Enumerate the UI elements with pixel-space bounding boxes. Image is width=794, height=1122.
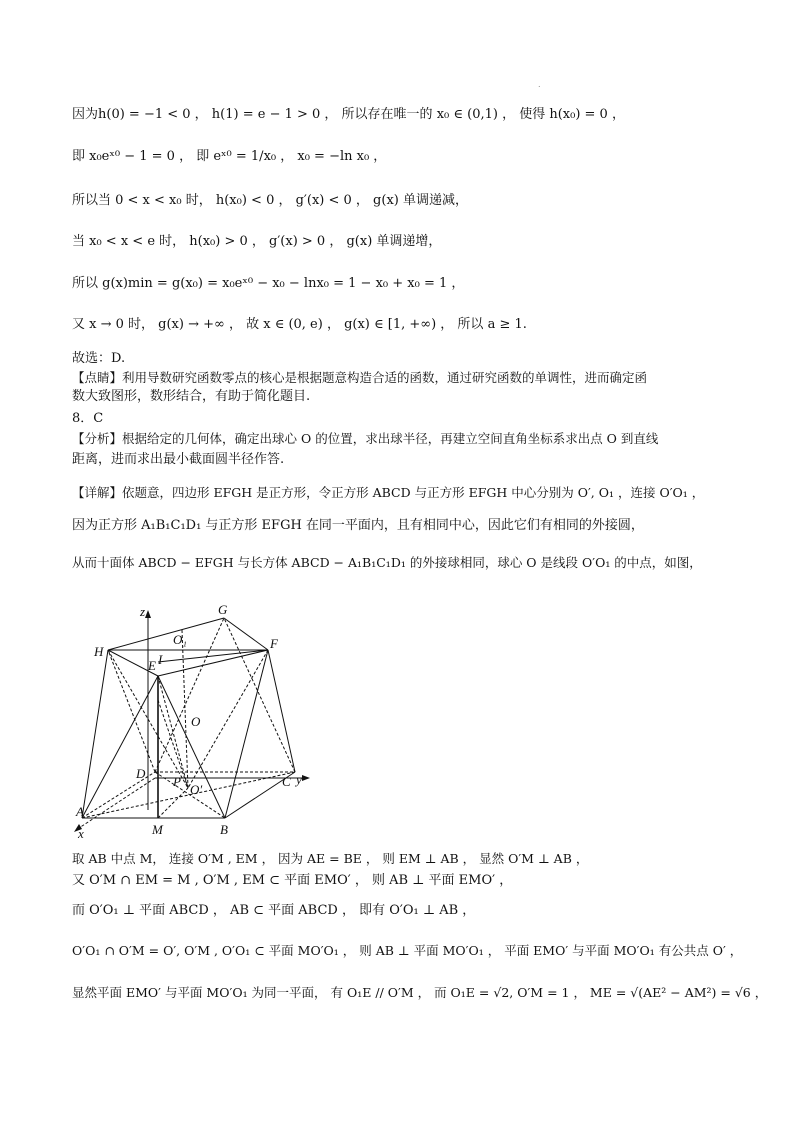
label-I: I: [158, 652, 163, 667]
label-D: D: [136, 766, 146, 781]
text-line-2: 即 x₀eˣ⁰ − 1 = 0 ， 即 eˣ⁰ = 1/x₀ ， x₀ = −ln x₀ ，: [72, 149, 387, 164]
label-C: C: [282, 774, 291, 789]
text-line-8: 【点睛】利用导数研究函数零点的核心是根据题意构造合适的函数，通过研究函数的单调性，进而确定函: [72, 370, 648, 385]
label-O1: O₁: [173, 632, 187, 647]
text-line-9: 数大致图形，数形结合，有助于简化题目.: [72, 389, 311, 404]
label-M: M: [152, 822, 163, 837]
text-line-11: 【分析】根据给定的几何体，确定出球心 O 的位置，求出球半径，再建立空间直角坐标系求出点 O 到直线: [72, 431, 659, 446]
label-O-prime: O′: [190, 782, 203, 797]
text-line-13: 【详解】依题意，四边形 EFGH 是正方形，令正方形 ABCD 与正方形 EFGH 中心分别为 O′, O₁ ，连接 O′O₁ ，: [72, 485, 705, 500]
label-F: F: [270, 636, 278, 651]
label-B: B: [220, 822, 228, 837]
text-line-19: O′O₁ ∩ O′M = O′, O′M , O′O₁ ⊂ 平面 MO′O₁ ， 则 AB ⊥ 平面 MO′O₁ ， 平面 EMO′ 与平面 MO′O₁ 有公共点 O′ ，: [72, 943, 743, 958]
label-z: z: [140, 604, 146, 619]
text-line-4: 当 x₀ < x < e 时， h(x₀) > 0 ， g′(x) > 0 ， g(x) 单调递增，: [72, 234, 442, 249]
text-line-14: 因为正方形 A₁B₁C₁D₁ 与正方形 EFGH 在同一平面内，且有相同中心，因此它们有相同的外接圆，: [72, 518, 644, 533]
label-G: G: [218, 602, 228, 617]
text-line-15: 从而十面体 ABCD − EFGH 与长方体 ABCD − A₁B₁C₁D₁ 的外接球相同，球心 O 是线段 O′O₁ 的中点，如图，: [72, 555, 702, 570]
text-line-5: 所以 g(x)min = g(x₀) = x₀eˣ⁰ − x₀ − lnx₀ = 1 − x₀ + x₀ = 1 ，: [72, 276, 465, 291]
text-line-18: 而 O′O₁ ⊥ 平面 ABCD ， AB ⊂ 平面 ABCD ， 即有 O′O₁ ⊥ AB ，: [72, 903, 476, 918]
label-P: P: [173, 774, 181, 789]
text-line-16: 取 AB 中点 M， 连接 O′M , EM ， 因为 AE = BE ， 则 EM ⊥ AB ， 显然 O′M ⊥ AB ，: [72, 851, 589, 866]
text-line-17: 又 O′M ∩ EM = M , O′M , EM ⊂ 平面 EMO′ ， 则 AB ⊥ 平面 EMO′ ，: [72, 873, 513, 888]
label-H: H: [94, 644, 104, 659]
text-line-7: 故选：D.: [72, 351, 126, 366]
label-O: O: [191, 714, 201, 729]
label-x: x: [78, 826, 84, 840]
label-E: E: [148, 658, 156, 673]
label-y: y: [296, 772, 302, 787]
text-line-10: 8．C: [72, 411, 104, 426]
text-line-20: 显然平面 EMO′ 与平面 MO′O₁ 为同一平面， 有 O₁E // O′M ， 而 O₁E = √2, O′M = 1 ， ME = √(AE² − AM²) = √6 ，: [72, 985, 768, 1000]
corner-mark: .: [538, 80, 541, 89]
text-line-3: 所以当 0 < x < x₀ 时， h(x₀) < 0 ， g′(x) < 0 ， g(x) 单调递减，: [72, 193, 468, 208]
label-A: A: [76, 804, 84, 819]
text-line-1: 因为h(0) = −1 < 0 ， h(1) = e − 1 > 0 ， 所以存在唯一的 x₀ ∈ (0,1) ， 使得 h(x₀) = 0 ，: [72, 107, 625, 122]
geometry-figure: [70, 600, 330, 840]
text-line-12: 距离，进而求出最小截面圆半径作答.: [72, 452, 285, 467]
text-line-6: 又 x → 0 时， g(x) → +∞ ， 故 x ∈ (0, e) ， g(x) ∈ [1, +∞) ， 所以 a ≥ 1.: [72, 317, 527, 332]
